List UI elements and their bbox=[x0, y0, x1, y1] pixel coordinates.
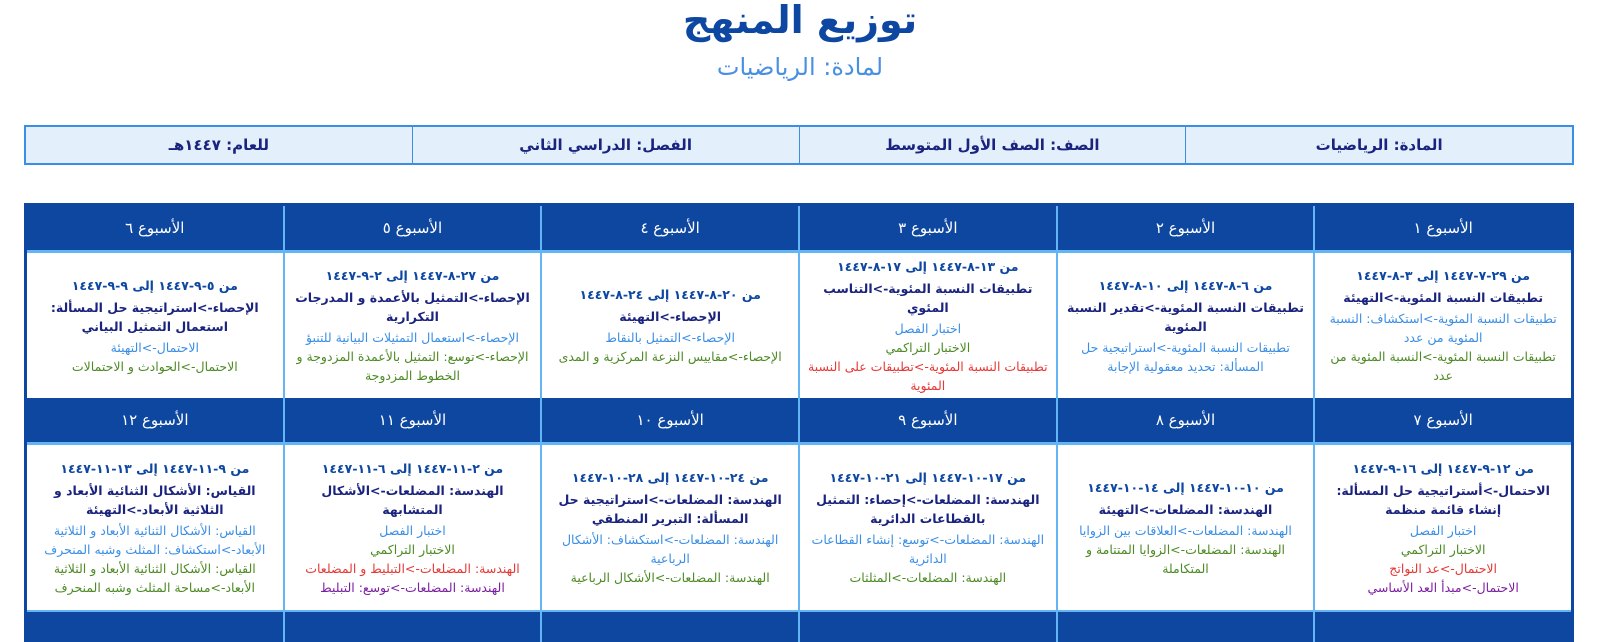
week-cell bbox=[1056, 253, 1314, 398]
week-header: الأسبوع ١ bbox=[1313, 206, 1571, 250]
lesson-item: الإحصاء->توسع: التمثيل بالأعمدة المزدوجة و الخطوط المزدوجة bbox=[296, 349, 529, 383]
lesson-item: اختبار الفصل bbox=[379, 522, 446, 538]
lesson-item: الإحصاء->مقاييس النزعة المركزية و المدى bbox=[558, 349, 782, 364]
lesson-item: الهندسة: المضلعات->العلاقات بين الزوايا bbox=[1079, 522, 1292, 538]
lesson-item: تطبيقات النسبة المئوية->النسبة المئوية من عدد bbox=[1330, 349, 1556, 383]
week-cell bbox=[1056, 445, 1314, 610]
week-date-range: من ٦-٨-١٤٤٧ إلى ١٠-٨-١٤٤٧ bbox=[1098, 277, 1273, 293]
week-cell bbox=[1313, 253, 1571, 398]
lesson-main: الإحصاء->التهيئة bbox=[619, 309, 722, 324]
lesson-item: اختبار الفصل bbox=[1409, 522, 1477, 538]
lesson-item: القياس: الأشكال الثنائية الأبعاد و الثلاثية الأبعاد->استكشاف: المثلث وشبه المنحرف bbox=[44, 522, 266, 557]
week-header: الأسبوع ١١ bbox=[283, 398, 541, 442]
week-header: الأسبوع ٨ bbox=[1056, 398, 1314, 442]
week-date-range: من ١٣-٨-١٤٤٧ إلى ١٧-٨-١٤٤٧ bbox=[837, 258, 1019, 274]
week-header: الأسبوع ٥ bbox=[283, 206, 541, 250]
week-cell bbox=[283, 445, 541, 610]
page-subtitle: لمادة: الرياضيات bbox=[716, 53, 884, 81]
lesson-main: القياس: الأشكال الثنائية الأبعاد و الثلاثية الأبعاد->التهيئة bbox=[54, 482, 256, 517]
week-date-range: من ٢٧-٨-١٤٤٧ إلى ٢-٩-١٤٤٧ bbox=[325, 268, 500, 283]
lesson-item: الاختبار التراكمي bbox=[885, 339, 971, 355]
lesson-main: الهندسة: المضلعات->إحصاء: التمثيل بالقطاعات الدائرية bbox=[816, 492, 1040, 526]
lesson-item: الاحتمال->عد النواتج bbox=[1389, 560, 1498, 576]
week-header bbox=[1056, 612, 1314, 642]
lesson-item: القياس: الأشكال الثنائية الأبعاد و الثلاثية الأبعاد->مساحة المثلث وشبه المنحرف bbox=[53, 560, 256, 595]
lesson-item: الهندسة: المضلعات->التبليط و المضلعات bbox=[305, 560, 520, 576]
lesson-item: تطبيقات النسبة المئوية->استكشاف: النسبة المئوية من عدد bbox=[1329, 311, 1557, 345]
week-header bbox=[27, 612, 283, 642]
lesson-main: تطبيقات النسبة المئوية->التناسب المئوي bbox=[823, 280, 1033, 315]
week-header: الأسبوع ٧ bbox=[1313, 398, 1571, 442]
lesson-main: الهندسة: المضلعات->استراتيجية حل المسألة: التبرير المنطقي bbox=[558, 492, 782, 526]
info-term: الفصل: الدراسي الثاني bbox=[412, 127, 799, 163]
lesson-item: تطبيقات النسبة المئوية->استراتيجية حل المسألة: تحديد معقولية الإجابة bbox=[1081, 339, 1290, 374]
week-header: الأسبوع ٣ bbox=[798, 206, 1056, 250]
lesson-item: الهندسة: المضلعات->استكشاف: الأشكال الرباعية bbox=[561, 532, 779, 566]
lesson-item: الهندسة: المضلعات->المثلثات bbox=[849, 570, 1007, 585]
lesson-item: الإحصاء->استعمال التمثيلات البيانية للتنبؤ bbox=[305, 330, 519, 345]
lesson-item: الاحتمال->التهيئة bbox=[110, 339, 199, 355]
lesson-item: الاحتمال->مبدأ العد الأساسي bbox=[1367, 579, 1519, 595]
info-subject: المادة: الرياضيات bbox=[1185, 127, 1572, 163]
lesson-item: اختبار الفصل bbox=[894, 320, 962, 336]
next-week-header-row bbox=[27, 610, 1571, 642]
week-date-range: من ٢-١١-١٤٤٧ إلى ٦-١١-١٤٤٧ bbox=[321, 460, 504, 476]
info-year: للعام: ١٤٤٧هـ bbox=[168, 136, 269, 154]
lesson-item: الهندسة: المضلعات->الأشكال الرباعية bbox=[570, 570, 770, 585]
week-header: الأسبوع ١٢ bbox=[121, 411, 189, 429]
week-header bbox=[540, 612, 798, 642]
week-cell bbox=[27, 253, 283, 398]
lesson-main: تطبيقات النسبة المئوية->تقدير النسبة المئوية bbox=[1067, 299, 1304, 334]
lesson-main: الاحتمال->أستراتيجية حل المسألة: إنشاء قائمة منظمة bbox=[1336, 482, 1550, 517]
week-header: الأسبوع ٩ bbox=[798, 398, 1056, 442]
week-date-range: من ٢٠-٨-١٤٤٧ إلى ٢٤-٨-١٤٤٧ bbox=[579, 287, 761, 302]
info-bar bbox=[24, 125, 1574, 165]
lesson-item: الإحصاء->التمثيل بالنقاط bbox=[605, 330, 735, 345]
week-cell bbox=[540, 445, 798, 610]
lesson-main: الهندسة: المضلعات->التهيئة bbox=[1098, 501, 1273, 517]
lesson-main: تطبيقات النسبة المئوية->التهيئة bbox=[1343, 290, 1544, 305]
lesson-item: الاختبار التراكمي bbox=[1400, 541, 1486, 557]
week-date-range: من ١٠-١٠-١٤٤٧ إلى ١٤-١٠-١٤٤٧ bbox=[1087, 479, 1284, 495]
week-date-range: من ٩-١١-١٤٤٧ إلى ١٣-١١-١٤٤٧ bbox=[60, 460, 250, 476]
lesson-item: الاختبار التراكمي bbox=[370, 541, 455, 557]
week-header-row bbox=[27, 206, 1571, 253]
week-header-row bbox=[27, 398, 1571, 445]
week-cell bbox=[798, 253, 1056, 398]
week-date-range: من ١٢-٩-١٤٤٧ إلى ١٦-٩-١٤٤٧ bbox=[1352, 460, 1534, 476]
week-cell bbox=[798, 445, 1056, 610]
week-header: الأسبوع ٢ bbox=[1056, 206, 1314, 250]
week-cell bbox=[1313, 445, 1571, 610]
week-header: الأسبوع ٦ bbox=[125, 219, 185, 237]
week-content-row bbox=[27, 253, 1571, 398]
lesson-main: الإحصاء->التمثيل بالأعمدة و المدرجات التكرارية bbox=[295, 290, 530, 324]
week-header: الأسبوع ١٠ bbox=[540, 398, 798, 442]
lesson-main: الهندسة: المضلعات->الأشكال المتشابهة bbox=[321, 482, 504, 517]
week-date-range: من ١٧-١٠-١٤٤٧ إلى ٢١-١٠-١٤٤٧ bbox=[829, 470, 1027, 485]
info-grade: الصف: الصف الأول المتوسط bbox=[799, 127, 1186, 163]
week-cell bbox=[27, 445, 283, 610]
week-cell bbox=[283, 253, 541, 398]
week-content-row bbox=[27, 445, 1571, 610]
week-cell bbox=[540, 253, 798, 398]
week-header bbox=[283, 612, 541, 642]
lesson-main: الإحصاء->استراتيجية حل المسألة: استعمال التمثيل البياني bbox=[50, 299, 259, 334]
lesson-item: الهندسة: المضلعات->الزوايا المتتامة و المتكاملة bbox=[1085, 541, 1285, 576]
week-header bbox=[1313, 612, 1571, 642]
lesson-item: تطبيقات النسبة المئوية->تطبيقات على النسبة المئوية bbox=[808, 358, 1048, 393]
week-header: الأسبوع ٤ bbox=[540, 206, 798, 250]
page-title: توزيع المنهج bbox=[682, 0, 918, 42]
week-header bbox=[798, 612, 1056, 642]
lesson-item: الهندسة: المضلعات->توسع: التبليط bbox=[320, 579, 505, 595]
week-date-range: من ٥-٩-١٤٤٧ إلى ٩-٩-١٤٤٧ bbox=[71, 277, 238, 293]
lesson-item: الهندسة: المضلعات->توسع: إنشاء القطاعات الدائرية bbox=[811, 532, 1045, 566]
schedule-table bbox=[24, 203, 1574, 642]
lesson-item: الاحتمال->الحوادث و الاحتمالات bbox=[71, 358, 238, 374]
week-date-range: من ٢٤-١٠-١٤٤٧ إلى ٢٨-١٠-١٤٤٧ bbox=[571, 470, 769, 485]
week-date-range: من ٢٩-٧-١٤٤٧ إلى ٣-٨-١٤٤٧ bbox=[1356, 268, 1531, 283]
